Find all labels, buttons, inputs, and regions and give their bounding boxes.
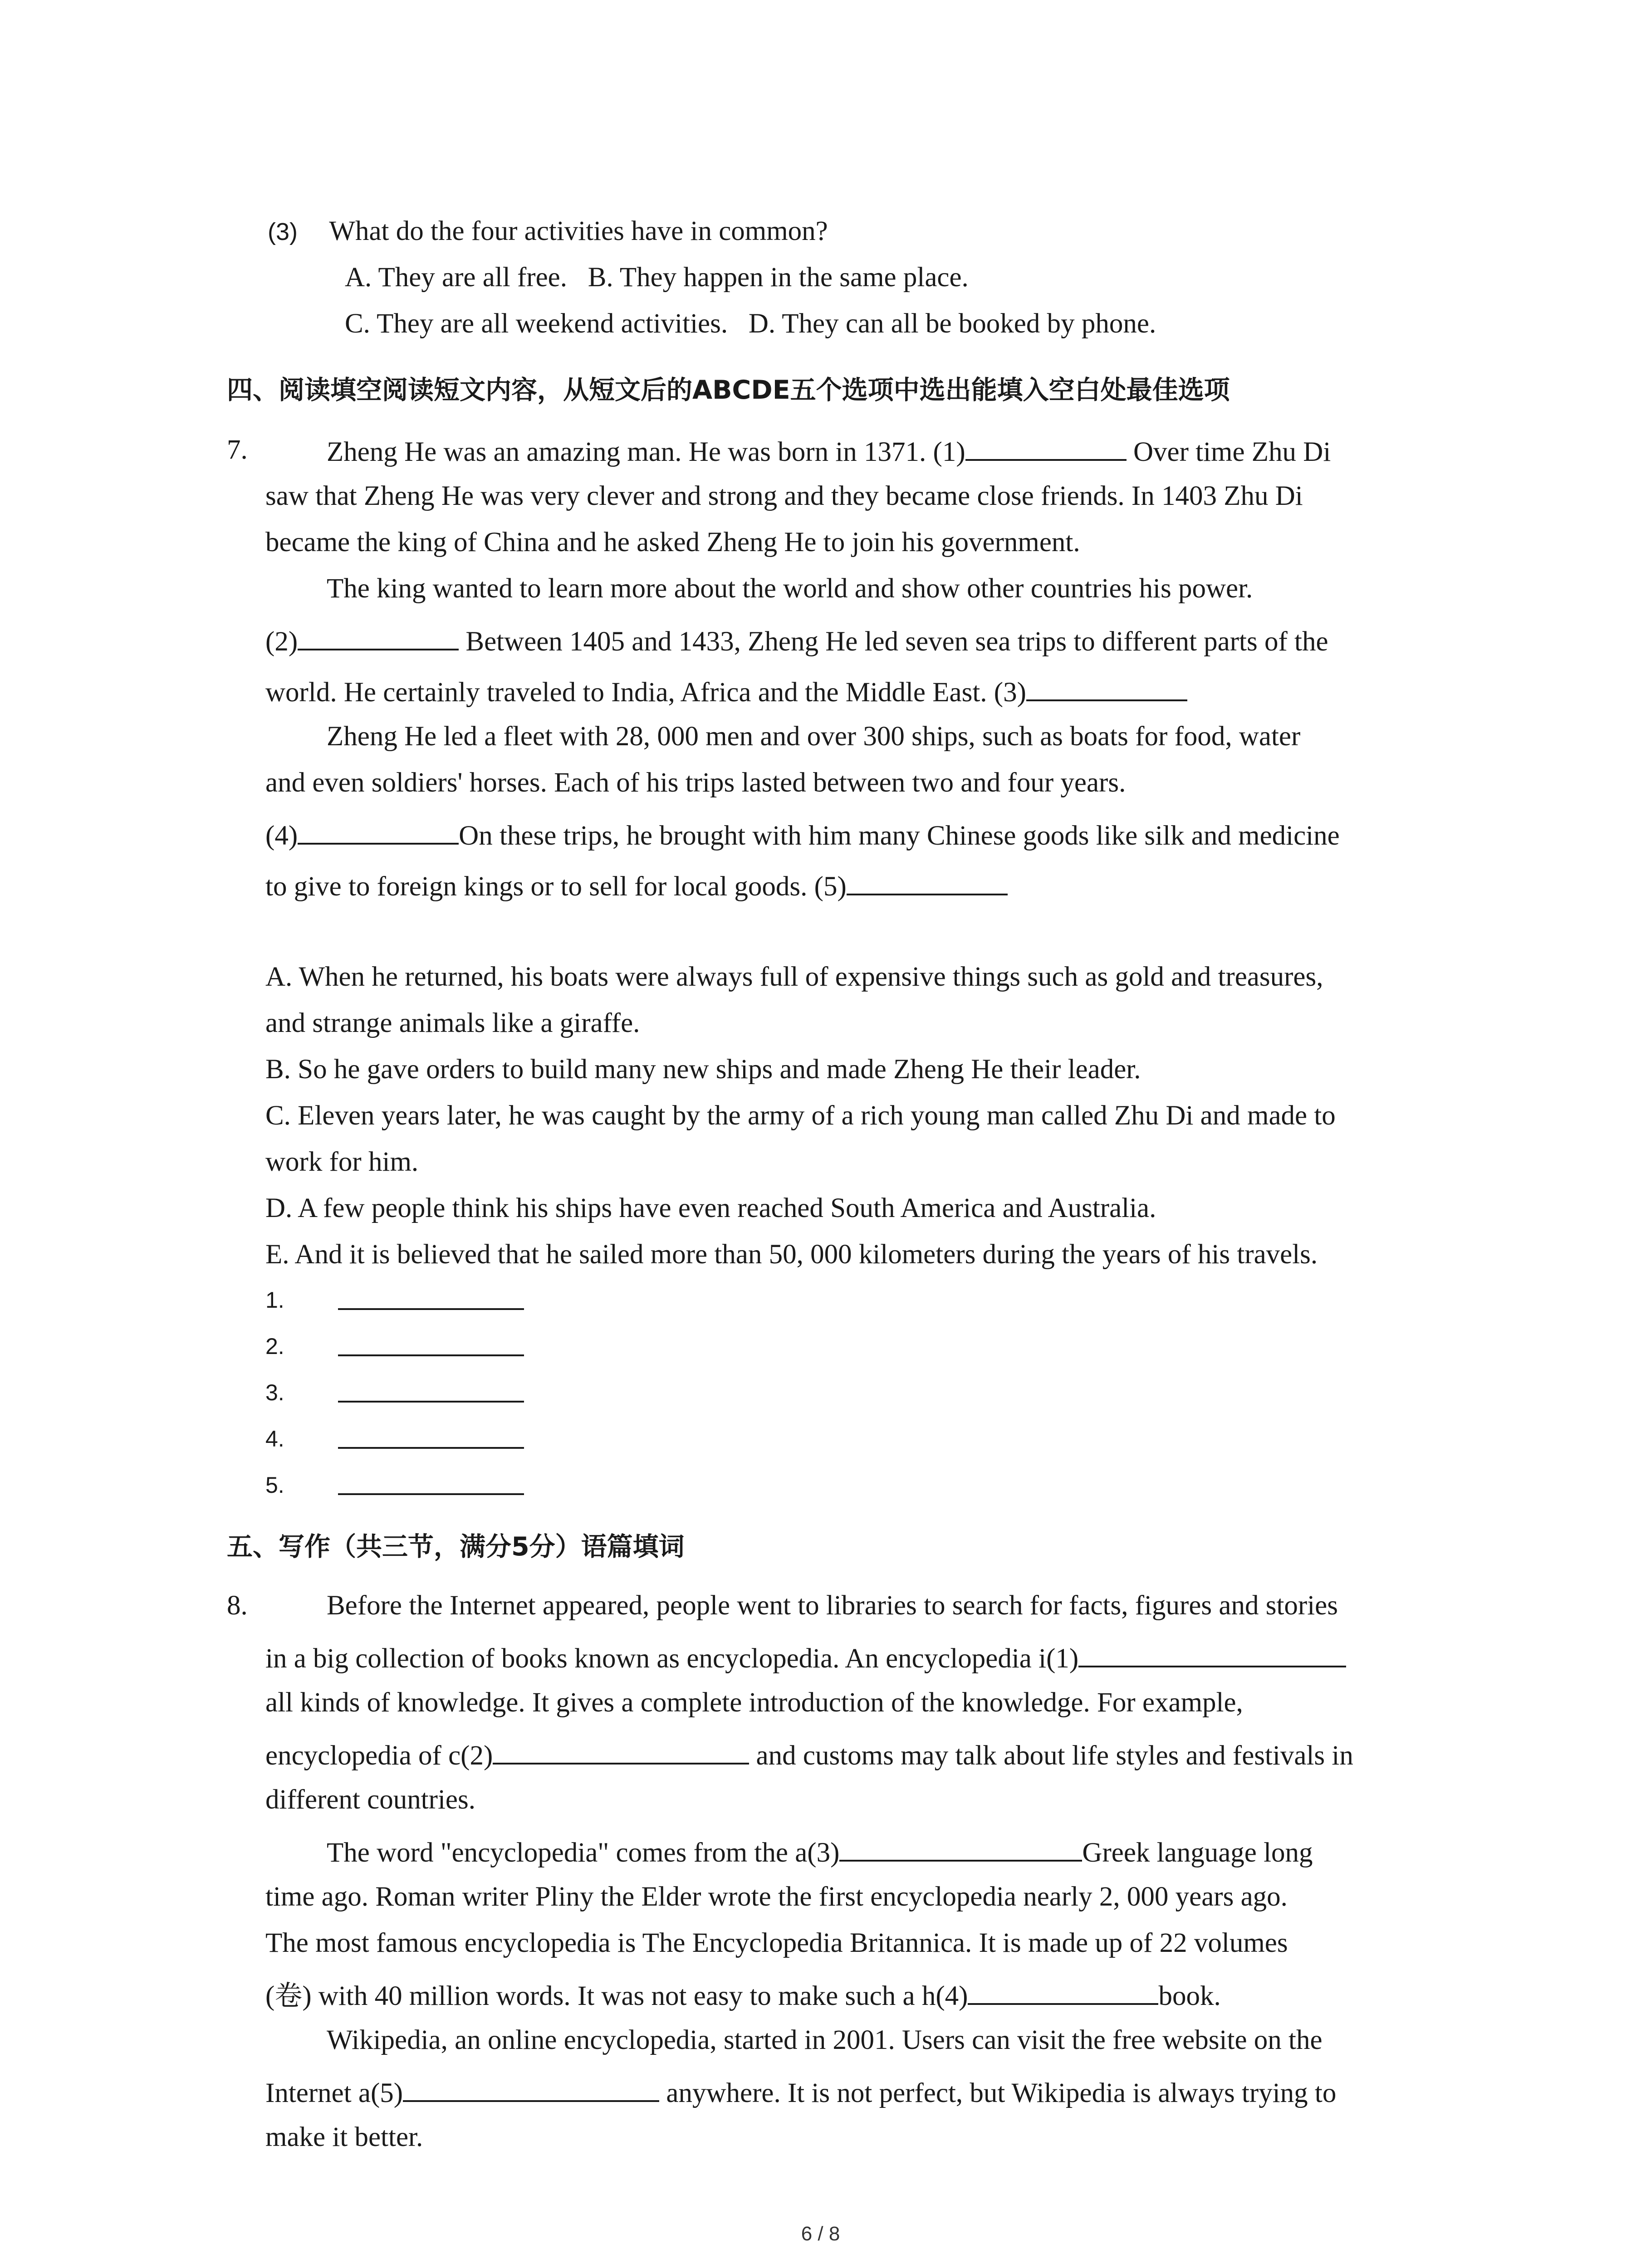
q7-number: 7. xyxy=(227,435,248,465)
q8-p1-line4 xyxy=(265,1735,1353,1774)
q8-p2-line4-a: (卷) with 40 million words. It was not easy to make such a h(4) xyxy=(265,1981,968,2011)
q8-p1-line1: Before the Internet appeared, people went to libraries to search for facts, figures and stories xyxy=(327,1590,1338,1621)
q8-p3-line2 xyxy=(265,2073,1336,2112)
q3-options-2: C. They are all weekend activities. D. They can all be booked by phone. xyxy=(345,308,1156,339)
q8-p2-line1-a: The word "encyclopedia" comes from the a(3) xyxy=(327,1838,840,1868)
q7-p1-line2: saw that Zheng He was very clever and strong and they became close friends. In 1403 Zhu Di xyxy=(265,481,1303,511)
q7-blank-2[interactable] xyxy=(298,621,459,650)
q7-p2-line3 xyxy=(265,672,1187,711)
q7-p1-line1-a: Zheng He was an amazing man. He was born in 1371. (1) xyxy=(327,437,965,467)
q8-p3-line2-a: Internet a(5) xyxy=(265,2078,403,2108)
q7-blank-1[interactable] xyxy=(965,432,1127,461)
q7-p3-line2: and even soldiers' horses. Each of his trips lasted between two and four years. xyxy=(265,767,1126,798)
q8-p2-line3: The most famous encyclopedia is The Encyclopedia Britannica. It is made up of 22 volumes xyxy=(265,1928,1288,1958)
section5-heading: 五、写作（共三节，满分5分）语篇填词 xyxy=(227,1532,685,1562)
q8-p2-line1 xyxy=(327,1833,1313,1871)
answer-number: 5. xyxy=(265,1472,284,1498)
q3-options-1: A. They are all free. B. They happen in the same place. xyxy=(345,262,969,293)
answer-blank-5[interactable] xyxy=(338,1493,524,1495)
q7-blank-4[interactable] xyxy=(298,816,459,845)
q7-p2-line2 xyxy=(265,621,1328,660)
q7-p3-line3-a: (4) xyxy=(265,821,298,851)
q7-option-a-line1: A. When he returned, his boats were always full of expensive things such as gold and treasures, xyxy=(265,962,1323,992)
q8-p3-line2-b: anywhere. It is not perfect, but Wikipedia is always trying to xyxy=(659,2078,1337,2108)
q7-p2-line3-a: world. He certainly traveled to India, Africa and the Middle East. (3) xyxy=(265,677,1026,708)
q7-option-b: B. So he gave orders to build many new ships and made Zheng He their leader. xyxy=(265,1054,1141,1085)
q8-p2-line1-b: Greek language long xyxy=(1082,1838,1313,1868)
q8-p1-line2-a: in a big collection of books known as encyclopedia. An encyclopedia i(1) xyxy=(265,1643,1079,1674)
q7-p1-line1-b: Over time Zhu Di xyxy=(1126,437,1331,467)
q3-number: (3) xyxy=(268,218,298,245)
q7-p3-line1: Zheng He led a fleet with 28, 000 men and over 300 ships, such as boats for food, water xyxy=(327,721,1301,752)
q7-p3-line4-a: to give to foreign kings or to sell for local goods. (5) xyxy=(265,871,847,902)
q8-p1-line2 xyxy=(265,1638,1346,1677)
q7-p2-line2-a: (2) xyxy=(265,626,298,657)
q8-p1-line3: all kinds of knowledge. It gives a complete introduction of the knowledge. For example, xyxy=(265,1687,1243,1718)
answer-blank-1[interactable] xyxy=(338,1308,524,1310)
q7-p1-line1 xyxy=(327,432,1331,470)
q8-p1-line4-a: encyclopedia of c(2) xyxy=(265,1740,493,1771)
answer-number: 4. xyxy=(265,1426,284,1452)
q3-question: What do the four activities have in common? xyxy=(329,216,828,246)
q8-p2-line4 xyxy=(265,1976,1221,2014)
q8-blank-4[interactable] xyxy=(968,1976,1158,2005)
q8-p3-line3: make it better. xyxy=(265,2122,423,2152)
page-number: 6 / 8 xyxy=(801,2223,840,2245)
q8-blank-5[interactable] xyxy=(403,2073,659,2102)
section4-heading: 四、阅读填空阅读短文内容，从短文后的ABCDE五个选项中选出能填入空白处最佳选项 xyxy=(227,375,1230,405)
q7-p2-line1: The king wanted to learn more about the world and show other countries his power. xyxy=(327,573,1253,604)
answer-row xyxy=(265,1328,538,1364)
answer-blank-4[interactable] xyxy=(338,1447,524,1449)
answer-row xyxy=(265,1467,538,1503)
answer-number: 1. xyxy=(265,1287,284,1313)
answer-number: 2. xyxy=(265,1334,284,1359)
q8-number: 8. xyxy=(227,1590,248,1621)
q8-p2-line2: time ago. Roman writer Pliny the Elder wrote the first encyclopedia nearly 2, 000 years ago. xyxy=(265,1882,1288,1912)
q7-p3-line3-b: On these trips, he brought with him many Chinese goods like silk and medicine xyxy=(459,821,1340,851)
q7-blank-5[interactable] xyxy=(847,866,1008,895)
q7-option-e: E. And it is believed that he sailed more than 50, 000 kilometers during the years of his travels. xyxy=(265,1239,1318,1270)
q8-blank-2[interactable] xyxy=(493,1735,749,1765)
q7-option-a-line2: and strange animals like a giraffe. xyxy=(265,1008,640,1038)
q8-blank-1[interactable] xyxy=(1078,1638,1346,1667)
q7-p3-line3 xyxy=(265,816,1340,854)
answer-blank-3[interactable] xyxy=(338,1401,524,1403)
q7-blank-3[interactable] xyxy=(1026,672,1187,701)
q7-p2-line2-b: Between 1405 and 1433, Zheng He led seven sea trips to different parts of the xyxy=(459,626,1328,657)
answer-blank-2[interactable] xyxy=(338,1354,524,1356)
q8-p3-line1: Wikipedia, an online encyclopedia, started in 2001. Users can visit the free website on the xyxy=(327,2025,1323,2055)
q7-option-d: D. A few people think his ships have even reached South America and Australia. xyxy=(265,1193,1156,1223)
q8-p1-line5: different countries. xyxy=(265,1784,475,1815)
q3-line xyxy=(268,213,828,250)
q7-option-c-line2: work for him. xyxy=(265,1147,419,1177)
answer-row xyxy=(265,1282,538,1318)
answer-row xyxy=(265,1421,538,1457)
answer-row xyxy=(265,1374,538,1411)
q8-p2-line4-b: book. xyxy=(1158,1981,1221,2011)
answer-number: 3. xyxy=(265,1380,284,1405)
q7-p3-line4 xyxy=(265,866,1008,905)
q8-blank-3[interactable] xyxy=(839,1833,1082,1862)
q8-p1-line4-b: and customs may talk about life styles and festivals in xyxy=(749,1740,1353,1771)
q7-p1-line3: became the king of China and he asked Zheng He to join his government. xyxy=(265,527,1080,557)
q7-option-c-line1: C. Eleven years later, he was caught by the army of a rich young man called Zhu Di and made to xyxy=(265,1100,1336,1131)
